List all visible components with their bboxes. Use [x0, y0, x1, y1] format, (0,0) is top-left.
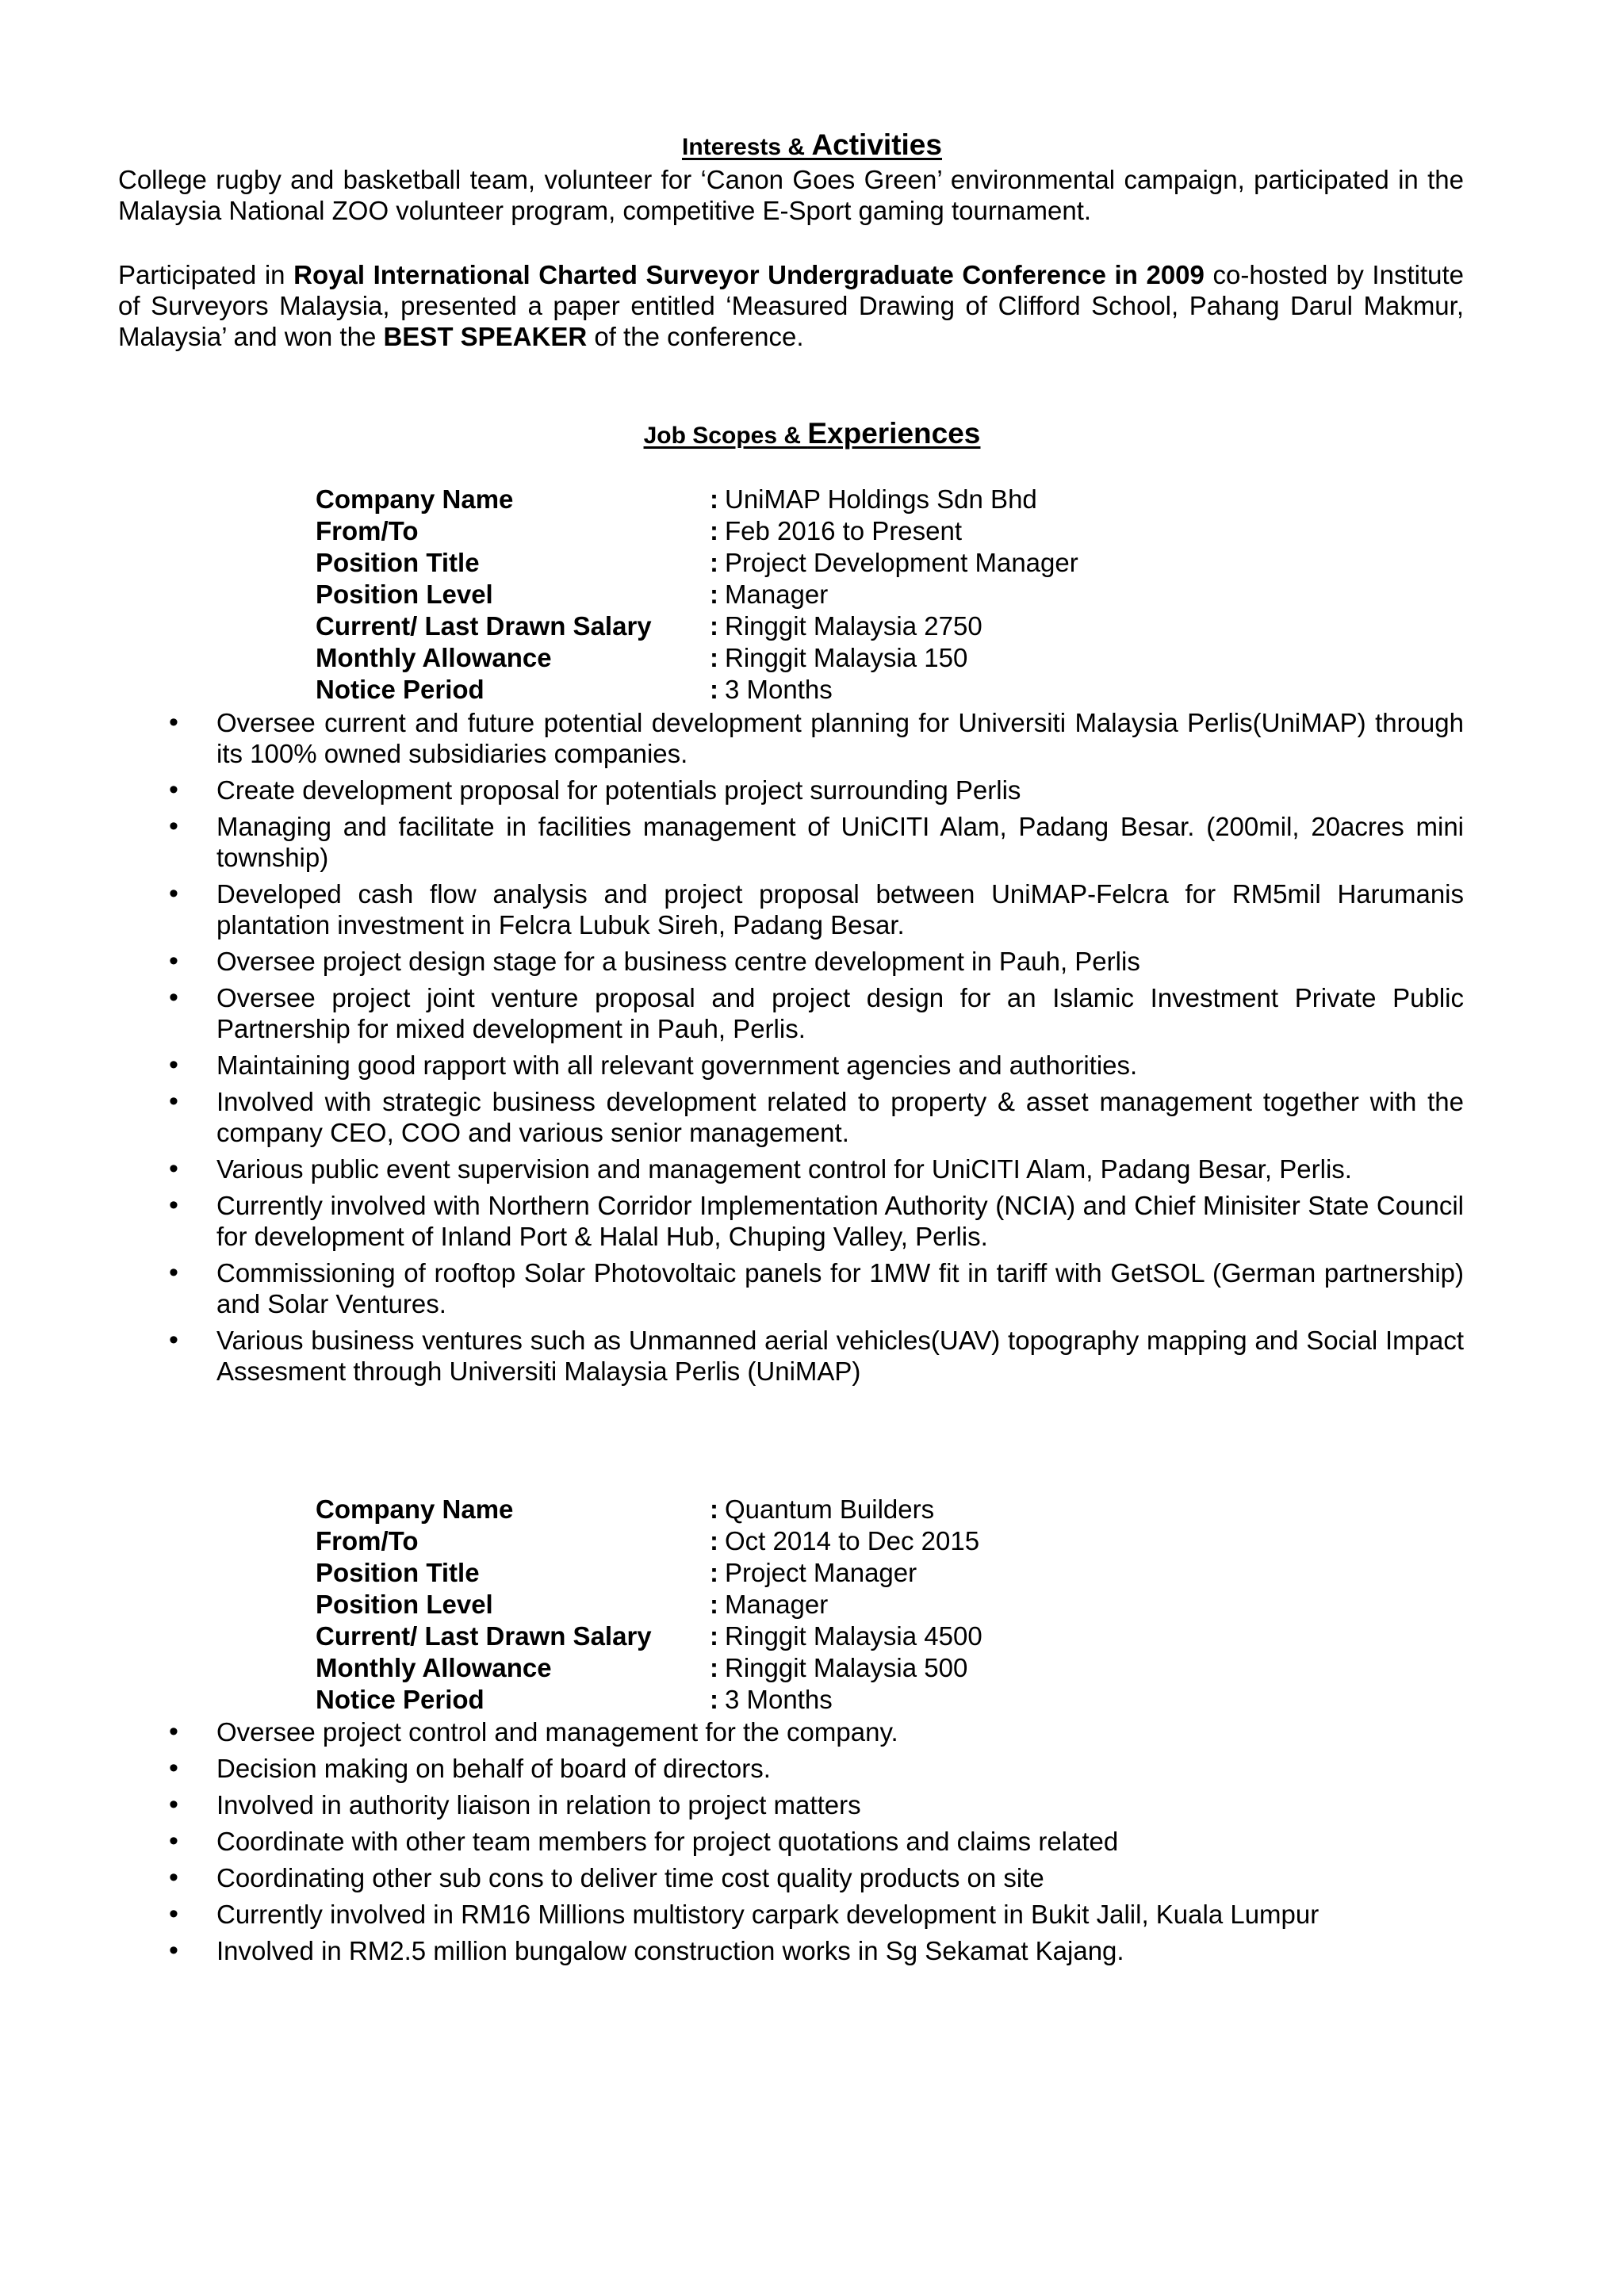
list-item: • Coordinate with other team members for project quotations and claims related	[0, 1826, 1464, 1857]
list-item: • Decision making on behalf of board of directors.	[0, 1753, 1464, 1784]
job2-details	[316, 1494, 1346, 1716]
list-item: • Managing and facilitate in facilities management of UniCITI Alam, Padang Besar. (200mil, 20acres mini township)	[0, 811, 1464, 873]
list-item: • Various public event supervision and management control for UniCITI Alam, Padang Besar, Perlis.	[0, 1154, 1464, 1184]
jobs-heading: Job Scopes & Experiences	[643, 417, 981, 450]
list-item: • Involved in authority liaison in relation to project matters	[0, 1789, 1464, 1820]
conference-paragraph: Participated in Royal International Charted Surveyor Undergraduate Conference in 2009 co-hosted by Institute of Surveyors Malaysia, presented a paper entitled ‘Measured Drawing of Clifford School, Pahang Darul Makmur, Malaysia’ and won the BEST SPEAKER of the conference.	[118, 260, 1464, 351]
list-item: • Maintaining good rapport with all relevant government agencies and authorities.	[0, 1050, 1464, 1081]
list-item: • Oversee project control and management for the company.	[0, 1716, 1464, 1747]
job1-allowance-row: Monthly Allowance : Ringgit Malaysia 150	[316, 643, 968, 672]
job2-company-row: Company Name : Quantum Builders	[316, 1494, 935, 1524]
list-item: • Involved with strategic business development related to property & asset management together with the company CEO, COO and various senior management.	[0, 1086, 1464, 1148]
interests-heading: Interests & Activities	[682, 128, 942, 161]
list-item: • Various business ventures such as Unmanned aerial vehicles(UAV) topography mapping and Social Impact Assesment through Universiti Malaysia Perlis (UniMAP)	[0, 1325, 1464, 1387]
job1-position-title-row: Position Title : Project Development Manager	[316, 548, 1078, 577]
job2-allowance-row: Monthly Allowance : Ringgit Malaysia 500	[316, 1653, 968, 1682]
job1-from-to-row: From/To : Feb 2016 to Present	[316, 516, 963, 545]
list-item: • Currently involved with Northern Corridor Implementation Authority (NCIA) and Chief Minisiter State Council for development of Inland Port & Halal Hub, Chuping Valley, Perlis.	[0, 1190, 1464, 1252]
list-item: • Oversee current and future potential development planning for Universiti Malaysia Perlis(UniMAP) through its 100% owned subsidiaries companies.	[0, 707, 1464, 769]
job2-position-level-row: Position Level : Manager	[316, 1590, 829, 1619]
list-item: • Developed cash flow analysis and project proposal between UniMAP-Felcra for RM5mil Harumanis plantation investment in Felcra Lubuk Sireh, Padang Besar.	[0, 878, 1464, 940]
job1-notice-row: Notice Period : 3 Months	[316, 675, 833, 704]
interests-paragraph: College rugby and basketball team, volunteer for ‘Canon Goes Green’ environmental campaign, participated in the Malaysia National ZOO volunteer program, competitive E-Sport gaming tournament.	[118, 165, 1464, 225]
job2-salary-row: Current/ Last Drawn Salary : Ringgit Malaysia 4500	[316, 1621, 982, 1651]
list-item: • Oversee project joint venture proposal and project design for an Islamic Investment Private Public Partnership for mixed development in Pauh, Perlis.	[0, 982, 1464, 1044]
list-item: • Involved in RM2.5 million bungalow construction works in Sg Sekamat Kajang.	[0, 1935, 1464, 1966]
list-item: • Currently involved in RM16 Millions multistory carpark development in Bukit Jalil, Kuala Lumpur	[0, 1899, 1464, 1930]
job1-company-row: Company Name : UniMAP Holdings Sdn Bhd	[316, 484, 1037, 514]
job2-position-title-row: Position Title : Project Manager	[316, 1558, 917, 1587]
job1-position-level-row: Position Level : Manager	[316, 580, 829, 609]
job2-from-to-row: From/To : Oct 2014 to Dec 2015	[316, 1526, 980, 1556]
job2-responsibilities	[0, 1716, 1624, 1972]
list-item: • Oversee project design stage for a business centre development in Pauh, Perlis	[0, 946, 1464, 977]
list-item: • Coordinating other sub cons to deliver time cost quality products on site	[0, 1862, 1464, 1893]
job1-details	[316, 484, 1346, 706]
job1-responsibilities	[0, 707, 1624, 1392]
job1-salary-row: Current/ Last Drawn Salary : Ringgit Malaysia 2750	[316, 611, 982, 641]
job2-notice-row: Notice Period : 3 Months	[316, 1685, 833, 1714]
list-item: • Create development proposal for potentials project surrounding Perlis	[0, 775, 1464, 806]
list-item: • Commissioning of rooftop Solar Photovoltaic panels for 1MW fit in tariff with GetSOL (German partnership) and Solar Ventures.	[0, 1257, 1464, 1319]
